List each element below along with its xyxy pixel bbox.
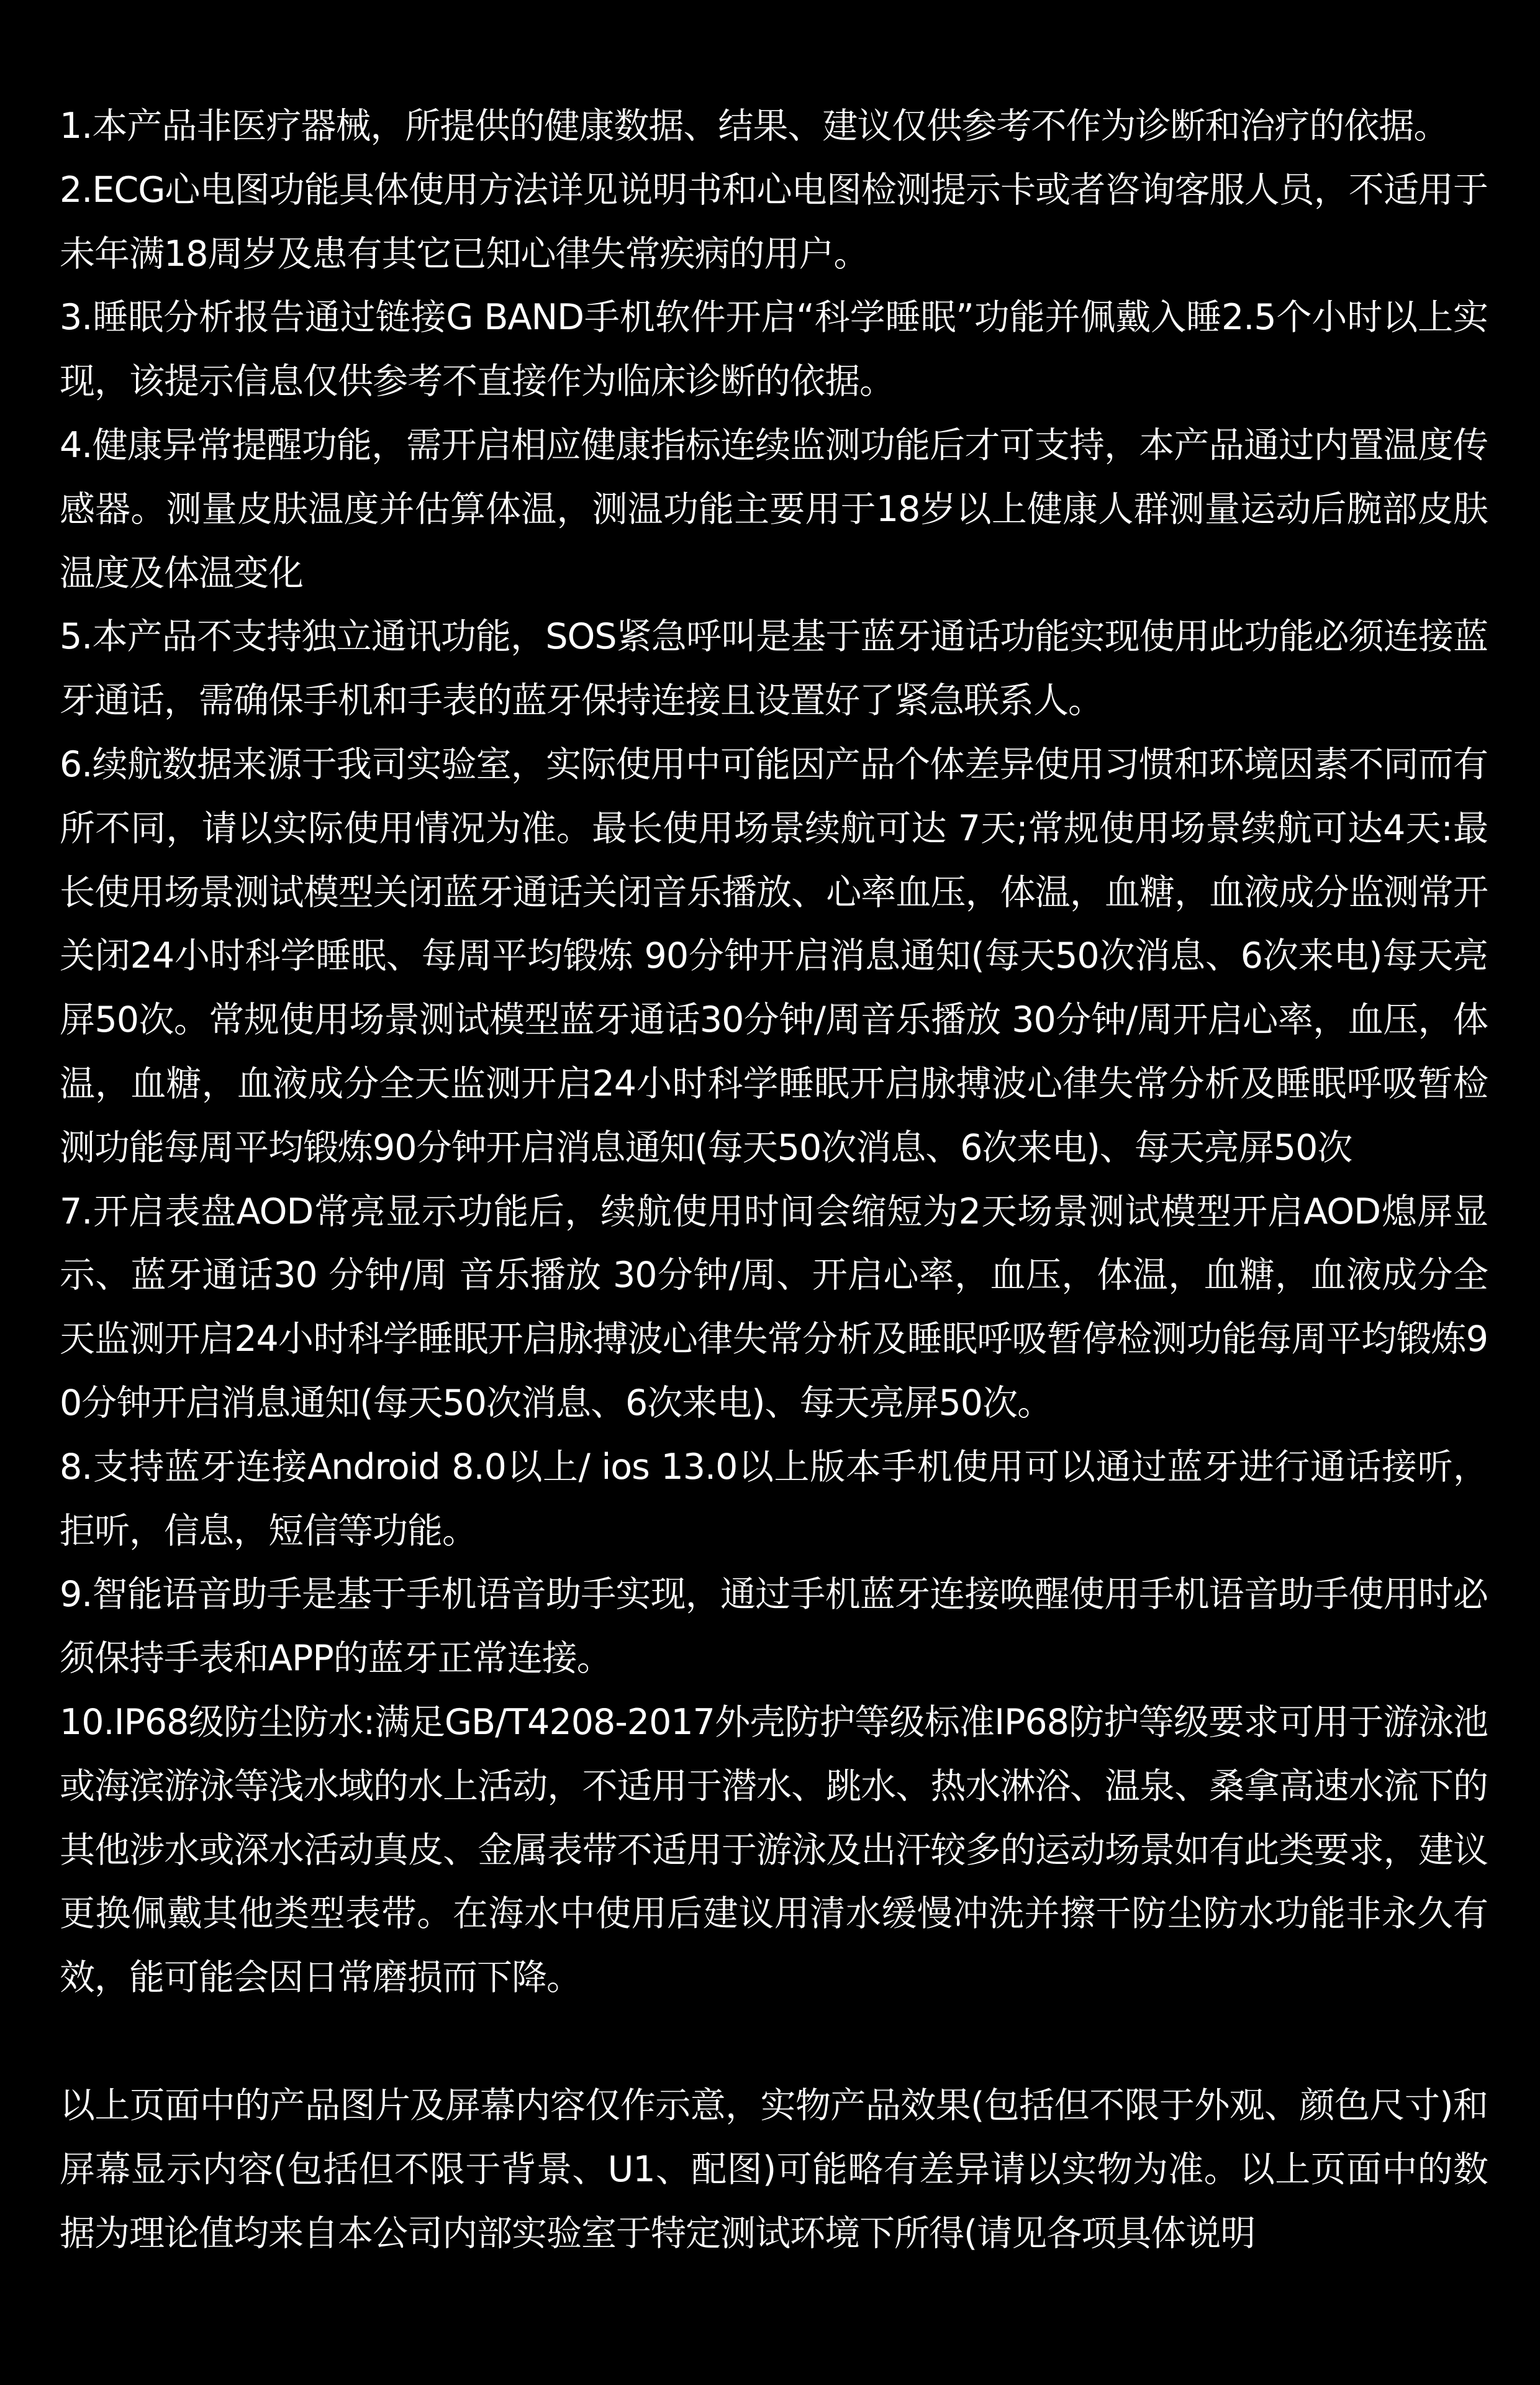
disclaimer-text: 以上页面中的产品图片及屏幕内容仅作示意，实物产品效果(包括但不限于外观、颜色尺寸)和屏幕显示内容(包括但不限于背景、U1、配图)可能略有差异请以实物为准。以上页面中的数据为理论值均来自本公司内部实验室于特定测试环境下所得(请见各项具体说明	[60, 2084, 1488, 2254]
notice-list	[60, 94, 1488, 2010]
notice-item-3: 3.睡眠分析报告通过链接G BAND手机软件开启“科学睡眠”功能并佩戴入睡2.5个小时以上实现，该提示信息仅供参考不直接作为临床诊断的依据。	[60, 297, 1488, 402]
notice-item-10: 10.IP68级防尘防水:满足GB/T4208-2017外壳防护等级标准IP68防护等级要求可用于游泳池或海滨游泳等浅水域的水上活动，不适用于潜水、跳水、热水淋浴、温泉、桑拿高速水流下的其他涉水或深水活动真皮、金属表带不适用于游泳及出汗较多的运动场景如有此类要求，建议更换佩戴其他类型表带。在海水中使用后建议用清水缓慢冲洗并擦干防尘防水功能非永久有效，能可能会因日常磨损而下降。	[60, 1701, 1488, 1999]
disclaimer-section	[60, 2074, 1488, 2265]
notice-item-4: 4.健康异常提醒功能，需开启相应健康指标连续监测功能后才可支持，本产品通过内置温度传感器。测量皮肤温度并估算体温，测温功能主要用于18岁以上健康人群测量运动后腕部皮肤温度及体温变化	[60, 424, 1488, 594]
notice-item-6: 6.续航数据来源于我司实验室，实际使用中可能因产品个体差异使用习惯和环境因素不同而有所不同，请以实际使用情况为准。最长使用场景续航可达 7天;常规使用场景续航可达4天:最长使用场景测试模型关闭蓝牙通话关闭音乐播放、心率血压，体温，血糖，血液成分监测常开关闭24小时科学睡眠、每周平均锻炼 90分钟开启消息通知(每天50次消息、6次来电)每天亮屏50次。常规使用场景测试模型蓝牙通话30分钟/周音乐播放 30分钟/周开启心率，血压，体温，血糖，血液成分全天监测开启24小时科学睡眠开启脉搏波心律失常分析及睡眠呼吸暂检测功能每周平均锻炼90分钟开启消息通知(每天50次消息、6次来电)、每天亮屏50次	[60, 743, 1488, 1168]
notice-item-8: 8.支持蓝牙连接Android 8.0以上/ ios 13.0以上版本手机使用可以通过蓝牙进行通话接听，拒听，信息，短信等功能。	[60, 1446, 1488, 1551]
notice-content	[60, 94, 1488, 2265]
notice-item-1: 1.本产品非医疗器械，所提供的健康数据、结果、建议仅供参考不作为诊断和治疗的依据。	[60, 106, 1449, 147]
notice-item-9: 9.智能语音助手是基于手机语音助手实现，通过手机蓝牙连接唤醒使用手机语音助手使用时必须保持手表和APP的蓝牙正常连接。	[60, 1574, 1488, 1679]
notice-item-5: 5.本产品不支持独立通讯功能，SOS紧急呼叫是基于蓝牙通话功能实现使用此功能必须连接蓝牙通话，需确保手机和手表的蓝牙保持连接且设置好了紧急联系人。	[60, 616, 1488, 722]
notice-item-2: 2.ECG心电图功能具体使用方法详见说明书和心电图检测提示卡或者咨询客服人员，不适用于未年满18周岁及患有其它已知心律失常疾病的用户。	[60, 169, 1488, 275]
notice-item-7: 7.开启表盘AOD常亮显示功能后，续航使用时间会缩短为2天场景测试模型开启AOD熄屏显示、蓝牙通话30 分钟/周 音乐播放 30分钟/周、开启心率，血压，体温，血糖，血液成分全天监测开启24小时科学睡眠开启脉搏波心律失常分析及睡眠呼吸暂停检测功能每周平均锻炼90分钟开启消息通知(每天50次消息、6次来电)、每天亮屏50次。	[60, 1191, 1488, 1424]
